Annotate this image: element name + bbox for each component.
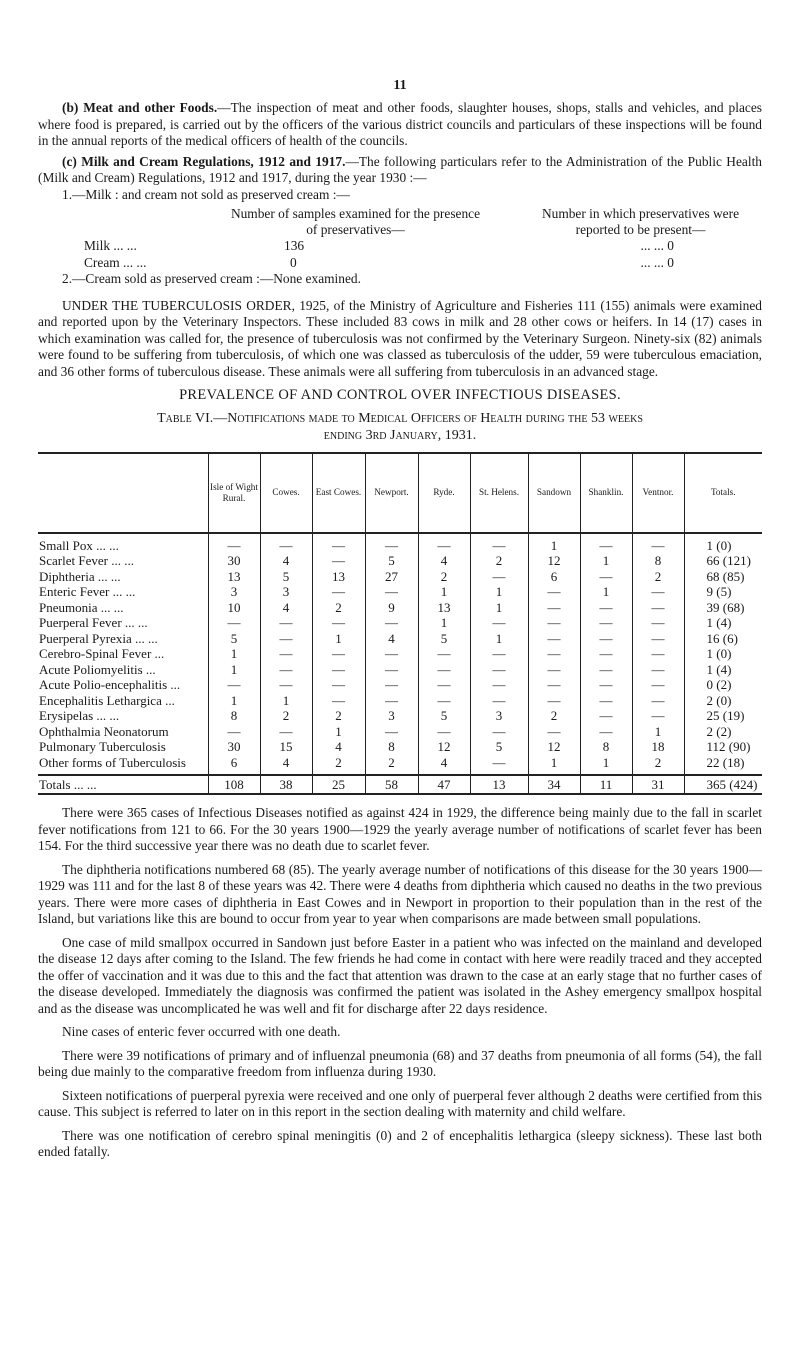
count-cell: — [418, 662, 470, 678]
disease-name: Pulmonary Tuberculosis [39, 739, 166, 754]
count-cell: 10 [208, 600, 260, 616]
count-cell: — [312, 533, 365, 554]
table-row [38, 693, 762, 709]
count-cell: 18 [632, 739, 684, 755]
count-cell: — [312, 553, 365, 569]
count-cell: 5 [365, 553, 418, 569]
disease-name: Pneumonia ... ... [39, 599, 124, 615]
count-cell: 12 [418, 739, 470, 755]
count-cell: — [470, 569, 528, 585]
count-cell: — [208, 677, 260, 693]
count-cell: — [632, 631, 684, 647]
count-cell: — [260, 533, 312, 554]
count-cell: — [365, 533, 418, 554]
count-cell: — [260, 662, 312, 678]
count-cell: 30 [208, 739, 260, 755]
count-cell: — [365, 693, 418, 709]
disease-name: Encephalitis Lethargica ... [39, 692, 175, 708]
tuberculosis-paragraph: UNDER THE TUBERCULOSIS ORDER, 1925, of the Ministry of Agriculture and Fisheries 111 (155) animals were examined and reported upon by the Veterinary Inspectors. These included 83 cows in milk and 28 other cows or heifers. In 14 (17) cases in which examination was called for, the presence of tuberculosis was not confirmed by the Veterinary Surgeon. Ninety-six (82) animals were found to be suffering from tuberculosis, of which one was classed as tuberculosis of the udder, 59 were tuberculous emaciation, and 36 other forms of tuberculous disease. These animals were all suffering from tuberculosis in an advanced stage. [38, 297, 762, 379]
count-cell: — [470, 755, 528, 776]
total-cell: 2 (2) [684, 724, 762, 740]
meat-text: —The inspection of meat and other foods, slaughter houses, shops, stalls and vehicles, and places where food is prepared, is carried out by the officers of the various district councils and particulars of these inspections will be found in the annual reports of the medical officers of health of the councils. [38, 100, 763, 148]
count-cell: 8 [632, 553, 684, 569]
count-cell: 12 [528, 739, 580, 755]
count-cell: 1 [580, 553, 632, 569]
count-cell: 1 [528, 533, 580, 554]
count-cell: — [470, 646, 528, 662]
total-cell: 68 (85) [684, 569, 762, 585]
count-cell: — [312, 677, 365, 693]
table-row [38, 569, 762, 585]
count-cell: 1 [470, 631, 528, 647]
count-cell: — [528, 677, 580, 693]
disease-name: Other forms of Tuberculosis [39, 754, 186, 770]
milk-paragraph [38, 154, 762, 187]
disease-name: Puerperal Pyrexia ... ... [39, 630, 158, 646]
count-cell: — [580, 615, 632, 631]
count-cell: 2 [528, 708, 580, 724]
table-row [38, 600, 762, 616]
total-cell: 39 (68) [684, 600, 762, 616]
count-cell: 6 [208, 755, 260, 776]
total-cell: 22 (18) [684, 755, 762, 776]
count-cell: 6 [528, 569, 580, 585]
count-cell: — [312, 693, 365, 709]
count-cell: 5 [260, 569, 312, 585]
disease-name: Scarlet Fever ... ... [39, 553, 134, 568]
count-cell: — [580, 724, 632, 740]
count-cell: — [260, 724, 312, 740]
table-row [38, 739, 762, 755]
count-cell: 2 [312, 600, 365, 616]
count-cell: 3 [208, 584, 260, 600]
count-cell: 5 [418, 708, 470, 724]
milk-item-1: 1.—Milk : and cream not sold as preserved cream :— [62, 186, 350, 202]
milk-col-examined: Number of samples examined for the presence of preservatives— [230, 206, 481, 237]
count-cell: — [365, 584, 418, 600]
count-cell: — [418, 533, 470, 554]
total-cell: 1 (0) [684, 533, 762, 554]
count-cell: 2 [260, 708, 312, 724]
paragraph: Sixteen notifications of puerperal pyrexia were received and one only of puerperal fever although 2 deaths were certified from this cause. This subject is referred to later on in this report in the section dealing with maternity and child welfare. [38, 1087, 762, 1119]
count-cell: 5 [208, 631, 260, 647]
discussion-paragraphs [38, 805, 762, 1161]
table-row [38, 584, 762, 600]
count-cell: 4 [260, 755, 312, 776]
total-cell: 25 (19) [684, 708, 762, 724]
total-cell: 2 (0) [684, 693, 762, 709]
count-cell: 1 [208, 693, 260, 709]
total-cell: 66 (121) [684, 553, 762, 569]
count-cell: — [470, 677, 528, 693]
col-totals: Totals. [684, 453, 762, 533]
count-cell: 1 [208, 662, 260, 678]
count-cell: 4 [418, 755, 470, 776]
count-cell: — [418, 693, 470, 709]
count-cell: — [632, 533, 684, 554]
count-cell: — [632, 584, 684, 600]
count-cell: — [632, 646, 684, 662]
count-cell: 1 [470, 600, 528, 616]
count-cell: 2 [312, 708, 365, 724]
count-cell: — [260, 631, 312, 647]
milk-heading: (c) Milk and Cream Regulations, 1912 and 1917. [62, 153, 346, 169]
table-row [38, 533, 762, 554]
col-cowes: Cowes. [260, 453, 312, 533]
table-caption: Table VI.—Notifications made to Medical Officers of Health during the 53 weeks ending 3rd January, 1931. [157, 410, 643, 443]
count-cell: — [208, 615, 260, 631]
table-row [38, 724, 762, 740]
table-row [38, 631, 762, 647]
count-cell: — [580, 693, 632, 709]
count-cell: — [418, 646, 470, 662]
count-cell: — [632, 600, 684, 616]
disease-name: Cerebro-Spinal Fever ... [39, 646, 165, 661]
count-cell: — [365, 677, 418, 693]
count-cell: — [580, 569, 632, 585]
section-heading: PREVALENCE OF AND CONTROL OVER INFECTIOUS DISEASES. [179, 387, 621, 403]
count-cell: 2 [632, 755, 684, 776]
count-cell: — [470, 662, 528, 678]
count-cell: 15 [260, 739, 312, 755]
meat-heading: (b) Meat and other Foods. [62, 100, 218, 115]
count-cell: — [208, 533, 260, 554]
count-cell: — [470, 533, 528, 554]
count-cell: 27 [365, 569, 418, 585]
total-cell: 1 (0) [684, 646, 762, 662]
count-cell: 30 [208, 553, 260, 569]
count-cell: — [470, 693, 528, 709]
disease-name: Puerperal Fever ... ... [39, 615, 148, 630]
total-cell: 1 (4) [684, 615, 762, 631]
count-cell: 1 [528, 755, 580, 776]
count-cell: 1 [312, 631, 365, 647]
count-cell: 3 [260, 584, 312, 600]
count-cell: 8 [580, 739, 632, 755]
count-cell: — [528, 584, 580, 600]
count-cell: 8 [365, 739, 418, 755]
count-cell: — [580, 646, 632, 662]
table-row [38, 646, 762, 662]
total-cell: 16 (6) [684, 631, 762, 647]
table-row [38, 677, 762, 693]
count-cell: 4 [365, 631, 418, 647]
count-cell: — [365, 615, 418, 631]
count-cell: — [528, 615, 580, 631]
paragraph: There were 365 cases of Infectious Diseases notified as against 424 in 1929, the difference being mainly due to the fall in scarlet fever notifications from 121 to 66. For the 30 years 1900—1929 the yearly average number of notifications of scarlet fever has been 154. For the third successive year there was no death due to scarlet fever. [38, 805, 762, 853]
notifications-table [38, 452, 762, 796]
count-cell: 1 [580, 755, 632, 776]
col-sandown: Sandown [528, 453, 580, 533]
count-cell: 9 [365, 600, 418, 616]
count-cell: — [632, 662, 684, 678]
count-cell: 13 [208, 569, 260, 585]
count-cell: — [528, 646, 580, 662]
col-ryde: Ryde. [418, 453, 470, 533]
report-page [38, 0, 762, 1168]
milk-col-present: Number in which preservatives were reported to be present— [541, 206, 740, 237]
count-cell: — [632, 708, 684, 724]
milk-item-2: 2.—Cream sold as preserved cream :—None examined. [62, 271, 361, 286]
count-cell: — [470, 615, 528, 631]
col-shanklin: Shanklin. [580, 453, 632, 533]
count-cell: — [312, 646, 365, 662]
count-cell: — [470, 724, 528, 740]
disease-name: Acute Poliomyelitis ... [39, 661, 156, 677]
count-cell: — [580, 662, 632, 678]
total-cell: 112 (90) [684, 739, 762, 755]
count-cell: 12 [528, 553, 580, 569]
count-cell: 2 [632, 569, 684, 585]
count-cell: — [580, 677, 632, 693]
count-cell: 1 [208, 646, 260, 662]
count-cell: 1 [418, 615, 470, 631]
paragraph: There were 39 notifications of primary and of influenzal pneumonia (68) and 37 deaths from pneumonia of all forms (54), the fall being due mainly to the comparative freedom from influenza during 1930. [38, 1047, 762, 1079]
page-number: 11 [393, 78, 407, 93]
count-cell: 2 [365, 755, 418, 776]
count-cell: 3 [470, 708, 528, 724]
count-cell: — [528, 693, 580, 709]
table-row [38, 615, 762, 631]
meat-paragraph [38, 100, 762, 150]
total-cell: 9 (5) [684, 584, 762, 600]
disease-name: Acute Polio-encephalitis ... [39, 677, 181, 692]
count-cell: — [580, 533, 632, 554]
count-cell: — [528, 600, 580, 616]
table-row [38, 553, 762, 569]
col-st-helens: St. Helens. [470, 453, 528, 533]
count-cell: — [632, 693, 684, 709]
count-cell: 1 [418, 584, 470, 600]
count-cell: — [260, 646, 312, 662]
count-cell: 5 [418, 631, 470, 647]
col-newport: Newport. [365, 453, 418, 533]
count-cell: 2 [312, 755, 365, 776]
total-cell: 1 (4) [684, 662, 762, 678]
col-isle-of-wight-rural: Isle of Wight Rural. [208, 453, 260, 533]
count-cell: — [528, 724, 580, 740]
count-cell: 2 [470, 553, 528, 569]
disease-name: Small Pox ... ... [39, 537, 119, 553]
milk-text: —The following particulars refer to the Administration of the Public Health (Milk and Cream) Regulations, 1912 and 1917, during the year 1930 :— [38, 153, 762, 185]
disease-name: Diphtheria ... ... [39, 568, 121, 584]
col-ventnor: Ventnor. [632, 453, 684, 533]
total-cell: 0 (2) [684, 677, 762, 693]
disease-name: Enteric Fever ... ... [39, 584, 136, 599]
disease-name: Ophthalmia Neonatorum [39, 723, 169, 739]
count-cell: — [580, 631, 632, 647]
table-row [38, 708, 762, 724]
count-cell: 1 [470, 584, 528, 600]
table-row [38, 662, 762, 678]
count-cell: — [365, 662, 418, 678]
milk-column-headers [228, 206, 762, 238]
table-header-row [38, 453, 762, 533]
count-cell: — [312, 662, 365, 678]
count-cell: 1 [260, 693, 312, 709]
totals-row: Totals ... ... 108 38 25 58 47 13 34 11 31 365 (424) [38, 775, 762, 794]
count-cell: 4 [260, 553, 312, 569]
cream-row: Cream ... ... 0 ... ... 0 [84, 254, 674, 270]
count-cell: — [208, 724, 260, 740]
count-cell: — [632, 677, 684, 693]
count-cell: 4 [260, 600, 312, 616]
count-cell: 4 [418, 553, 470, 569]
count-cell: 1 [312, 724, 365, 740]
count-cell: — [365, 646, 418, 662]
disease-name: Erysipelas ... ... [39, 708, 120, 723]
paragraph: Nine cases of enteric fever occurred with one death. [62, 1024, 341, 1039]
count-cell: — [365, 724, 418, 740]
count-cell: — [528, 631, 580, 647]
count-cell: — [312, 615, 365, 631]
count-cell: — [580, 600, 632, 616]
count-cell: 13 [312, 569, 365, 585]
count-cell: 8 [208, 708, 260, 724]
count-cell: 3 [365, 708, 418, 724]
count-cell: — [528, 662, 580, 678]
paragraph: The diphtheria notifications numbered 68 (85). The yearly average number of notifications of this disease for the 30 years 1900—1929 was 111 and for the last 8 of these years was 42. There were 4 deaths from diphtheria which caused no deaths in the two previous years. There were more cases of diphtheria in East Cowes and in Newport in proportion to their population than in the rest of the Island, but variations like this are bound to occur from year to year when comparisons are made between small populations. [38, 861, 762, 926]
milk-row: Milk ... ... 136 ... ... 0 [84, 238, 674, 253]
count-cell: 1 [580, 584, 632, 600]
count-cell: — [312, 584, 365, 600]
count-cell: — [418, 677, 470, 693]
paragraph: There was one notification of cerebro spinal meningitis (0) and 2 of encephalitis lethargica (sleepy sickness). These last both ended fatally. [38, 1127, 762, 1159]
count-cell: — [260, 677, 312, 693]
count-cell: 13 [418, 600, 470, 616]
paragraph: One case of mild smallpox occurred in Sandown just before Easter in a patient who was infected on the mainland and developed the disease 12 days after coming to the Island. The few friends he had come in contact with here were readily traced and they accepted the offer of vaccination and it was due to this and the fact that attention was drawn to the case at an early stage that no further cases of the disease developed. Immediately the diagnosis was confirmed the patient was isolated in the Ashey emergency smallpox hospital and as the disease was uncomplicated he was well and fit for discharge after 22 days residence. [38, 934, 762, 1016]
count-cell: 2 [418, 569, 470, 585]
count-cell: — [580, 708, 632, 724]
count-cell: — [632, 615, 684, 631]
count-cell: 4 [312, 739, 365, 755]
table-row [38, 755, 762, 776]
count-cell: — [260, 615, 312, 631]
col-east-cowes: East Cowes. [312, 453, 365, 533]
count-cell: — [418, 724, 470, 740]
count-cell: 5 [470, 739, 528, 755]
count-cell: 1 [632, 724, 684, 740]
